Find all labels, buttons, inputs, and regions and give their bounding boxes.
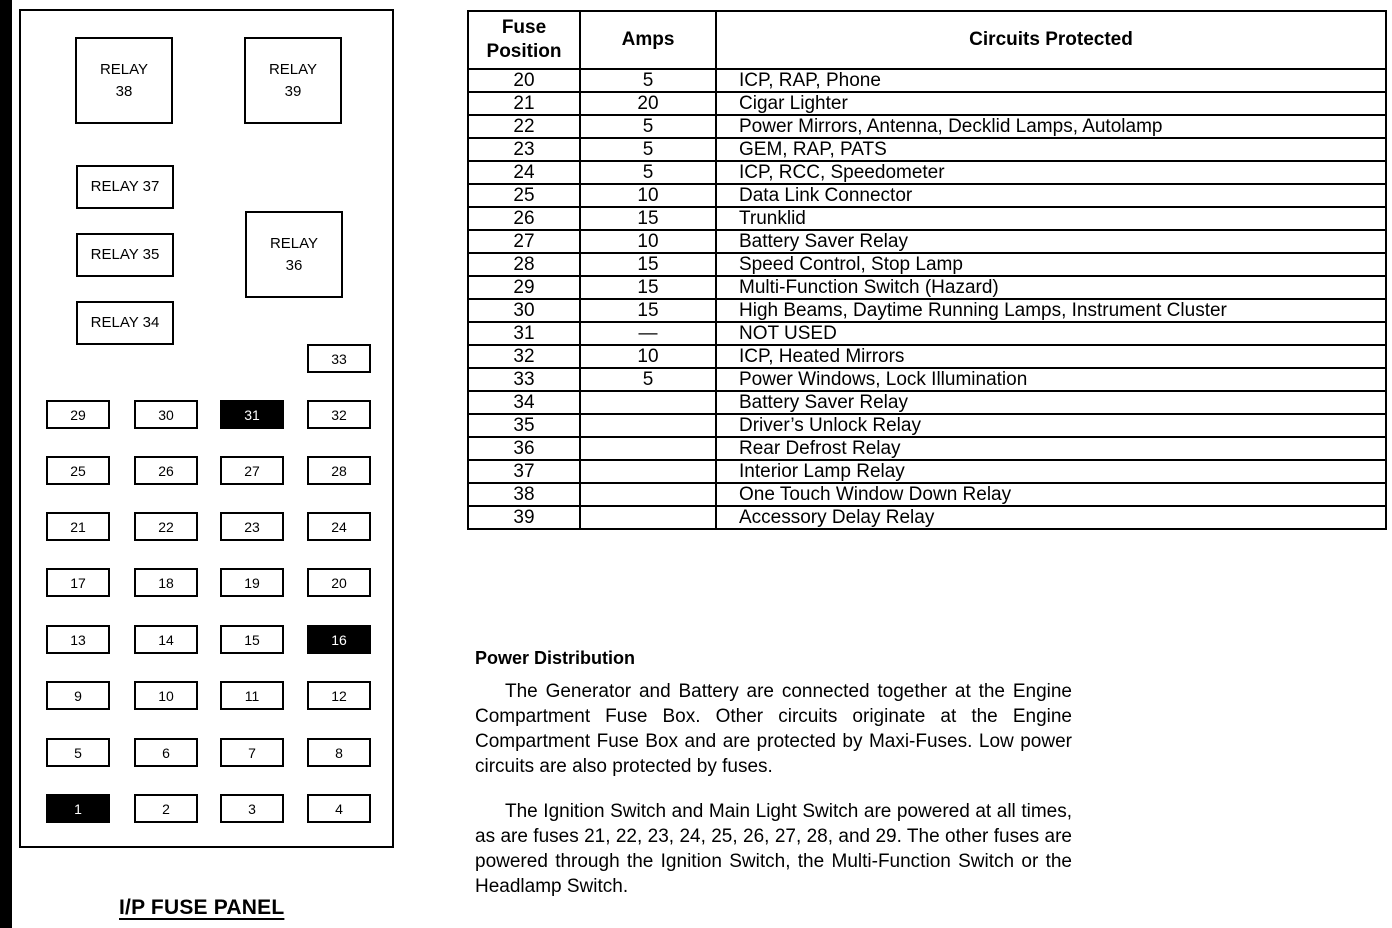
fuse-25-number: 25 [70, 462, 86, 479]
table-row [468, 138, 1386, 161]
cell-amps [580, 506, 716, 529]
fuse-1-number: 1 [74, 800, 82, 817]
fuse-9 [46, 681, 110, 710]
cell-fuse-position: 27 [468, 230, 580, 253]
relay-36 [245, 211, 343, 298]
cell-circuits: ICP, RCC, Speedometer [716, 161, 1386, 184]
fuse-4 [307, 794, 371, 823]
cell-circuits: GEM, RAP, PATS [716, 138, 1386, 161]
fuse-table-body [468, 69, 1386, 529]
fuse-16 [307, 625, 371, 654]
fuse-14 [134, 625, 198, 654]
cell-circuits: Battery Saver Relay [716, 391, 1386, 414]
relay-39-number: 39 [284, 82, 302, 100]
fuse-11 [220, 681, 284, 710]
fuse-24-number: 24 [331, 518, 347, 535]
fuse-panel-diagram [19, 9, 394, 848]
fuse-12 [307, 681, 371, 710]
relay-39 [244, 37, 342, 124]
cell-fuse-position: 38 [468, 483, 580, 506]
fuse-10-number: 10 [158, 687, 174, 704]
table-row [468, 437, 1386, 460]
cell-fuse-position: 39 [468, 506, 580, 529]
table-row [468, 276, 1386, 299]
cell-amps: — [580, 322, 716, 345]
cell-fuse-position: 24 [468, 161, 580, 184]
fuse-27 [220, 456, 284, 485]
relay-39-label: RELAY [268, 60, 318, 78]
relay-35-label: RELAY 35 [90, 246, 160, 263]
cell-fuse-position: 35 [468, 414, 580, 437]
fuse-28-number: 28 [331, 462, 347, 479]
cell-circuits: Battery Saver Relay [716, 230, 1386, 253]
fuse-7-number: 7 [248, 744, 256, 761]
cell-circuits: Data Link Connector [716, 184, 1386, 207]
relay-36-number: 36 [285, 256, 303, 274]
fuse-14-number: 14 [158, 631, 174, 648]
fuse-13 [46, 625, 110, 654]
fuse-8-number: 8 [335, 744, 343, 761]
cell-fuse-position: 30 [468, 299, 580, 322]
fuse-12-number: 12 [331, 687, 347, 704]
table-row [468, 345, 1386, 368]
table-row [468, 69, 1386, 92]
cell-fuse-position: 34 [468, 391, 580, 414]
table-row [468, 299, 1386, 322]
table-row [468, 92, 1386, 115]
cell-amps: 15 [580, 253, 716, 276]
relay-37-label: RELAY 37 [90, 178, 160, 195]
cell-fuse-position: 23 [468, 138, 580, 161]
cell-circuits: High Beams, Daytime Running Lamps, Instrument Cluster [716, 299, 1386, 322]
fuse-8 [307, 738, 371, 767]
fuse-24 [307, 512, 371, 541]
fuse-15 [220, 625, 284, 654]
fuse-13-number: 13 [70, 631, 86, 648]
fuse-11-number: 11 [244, 687, 260, 704]
fuse-28 [307, 456, 371, 485]
table-row [468, 115, 1386, 138]
cell-circuits: Cigar Lighter [716, 92, 1386, 115]
header-circuits-protected: Circuits Protected [716, 11, 1386, 69]
fuse-18-number: 18 [158, 574, 174, 591]
table-header-row [468, 11, 1386, 69]
table-row [468, 161, 1386, 184]
fuse-19 [220, 568, 284, 597]
table-row [468, 483, 1386, 506]
table-row [468, 230, 1386, 253]
fuse-20-number: 20 [331, 574, 347, 591]
panel-title: I/P FUSE PANEL [119, 896, 285, 919]
fuse-2 [134, 794, 198, 823]
cell-amps: 20 [580, 92, 716, 115]
power-distribution-paragraph-2: The Ignition Switch and Main Light Switch are powered at all times, as are fuses 21, 22, 23, 24, 25, 26, 27, 28, and 29. The other fuses are powered through the Ignition Switch, the Multi-Function Switch or the Headlamp Switch. [475, 801, 1072, 897]
power-distribution-paragraph-1: The Generator and Battery are connected together at the Engine Compartment Fuse Box. Other circuits originate at the Engine Compartment Fuse Box and are protected by Maxi-Fuses. Low power circuits are also protected by fuses. [475, 681, 1072, 777]
fuse-15-number: 15 [244, 631, 260, 648]
cell-fuse-position: 29 [468, 276, 580, 299]
cell-fuse-position: 26 [468, 207, 580, 230]
fuse-32 [307, 400, 371, 429]
fuse-6-number: 6 [162, 744, 170, 761]
cell-fuse-position: 20 [468, 69, 580, 92]
table-row [468, 253, 1386, 276]
cell-circuits: Interior Lamp Relay [716, 460, 1386, 483]
cell-circuits: Power Mirrors, Antenna, Decklid Lamps, Autolamp [716, 115, 1386, 138]
cell-amps: 5 [580, 115, 716, 138]
fuse-26-number: 26 [158, 462, 174, 479]
cell-amps: 10 [580, 184, 716, 207]
header-fuse-position-line1: Fuse [501, 17, 547, 38]
relay-36-label: RELAY [269, 234, 319, 252]
fuse-27-number: 27 [244, 462, 260, 479]
cell-amps [580, 460, 716, 483]
relay-38 [75, 37, 173, 124]
cell-circuits: ICP, Heated Mirrors [716, 345, 1386, 368]
fuse-30-number: 30 [158, 406, 174, 423]
fuse-10 [134, 681, 198, 710]
cell-amps [580, 414, 716, 437]
cell-amps: 15 [580, 299, 716, 322]
fuse-19-number: 19 [244, 574, 260, 591]
cell-circuits: Trunklid [716, 207, 1386, 230]
table-row [468, 322, 1386, 345]
cell-circuits: Power Windows, Lock Illumination [716, 368, 1386, 391]
fuse-23 [220, 512, 284, 541]
cell-fuse-position: 33 [468, 368, 580, 391]
fuse-7 [220, 738, 284, 767]
fuse-33 [307, 344, 371, 373]
fuse-29 [46, 400, 110, 429]
relay-34 [76, 301, 174, 345]
cell-amps: 15 [580, 207, 716, 230]
cell-amps [580, 437, 716, 460]
cell-circuits: Rear Defrost Relay [716, 437, 1386, 460]
header-amps: Amps [580, 11, 716, 69]
fuse-18 [134, 568, 198, 597]
fuse-6 [134, 738, 198, 767]
cell-fuse-position: 32 [468, 345, 580, 368]
cell-fuse-position: 37 [468, 460, 580, 483]
fuse-22 [134, 512, 198, 541]
fuse-4-number: 4 [335, 800, 343, 817]
fuse-22-number: 22 [158, 518, 174, 535]
cell-fuse-position: 22 [468, 115, 580, 138]
power-distribution-title: Power Distribution [475, 648, 636, 668]
scan-edge-strip [0, 0, 12, 928]
fuse-20 [307, 568, 371, 597]
fuse-1 [46, 794, 110, 823]
fuse-30 [134, 400, 198, 429]
cell-amps [580, 483, 716, 506]
fuse-9-number: 9 [74, 687, 82, 704]
table-row [468, 391, 1386, 414]
table-row [468, 184, 1386, 207]
cell-fuse-position: 31 [468, 322, 580, 345]
fuse-21 [46, 512, 110, 541]
fuse-16-number: 16 [331, 631, 347, 648]
fuse-25 [46, 456, 110, 485]
cell-circuits: One Touch Window Down Relay [716, 483, 1386, 506]
cell-fuse-position: 36 [468, 437, 580, 460]
relay-38-number: 38 [115, 82, 133, 100]
cell-circuits: Driver’s Unlock Relay [716, 414, 1386, 437]
fuse-32-number: 32 [331, 406, 347, 423]
cell-amps: 5 [580, 69, 716, 92]
cell-fuse-position: 25 [468, 184, 580, 207]
fuse-3 [220, 794, 284, 823]
cell-circuits: Accessory Delay Relay [716, 506, 1386, 529]
relay-38-label: RELAY [99, 60, 149, 78]
table-row [468, 460, 1386, 483]
fuse-5 [46, 738, 110, 767]
cell-amps: 5 [580, 138, 716, 161]
table-row [468, 506, 1386, 529]
fuse-17-number: 17 [70, 574, 86, 591]
fuse-31-number: 31 [244, 406, 260, 423]
fuse-21-number: 21 [70, 518, 86, 535]
header-fuse-position-line2: Position [486, 41, 562, 62]
cell-amps: 5 [580, 368, 716, 391]
cell-amps: 15 [580, 276, 716, 299]
cell-fuse-position: 21 [468, 92, 580, 115]
cell-amps [580, 391, 716, 414]
table-row [468, 207, 1386, 230]
cell-amps: 10 [580, 345, 716, 368]
cell-amps: 10 [580, 230, 716, 253]
fuse-table [467, 10, 1387, 530]
fuse-23-number: 23 [244, 518, 260, 535]
fuse-5-number: 5 [74, 744, 82, 761]
cell-amps: 5 [580, 161, 716, 184]
power-distribution-section [475, 648, 1072, 919]
table-row [468, 414, 1386, 437]
fuse-17 [46, 568, 110, 597]
fuse-33-number: 33 [331, 350, 347, 367]
cell-circuits: NOT USED [716, 322, 1386, 345]
relay-35 [76, 233, 174, 277]
relay-34-label: RELAY 34 [90, 314, 160, 331]
cell-fuse-position: 28 [468, 253, 580, 276]
cell-circuits: ICP, RAP, Phone [716, 69, 1386, 92]
table-row [468, 368, 1386, 391]
fuse-29-number: 29 [70, 406, 86, 423]
header-fuse-position [468, 11, 580, 69]
cell-circuits: Multi-Function Switch (Hazard) [716, 276, 1386, 299]
fuse-2-number: 2 [162, 800, 170, 817]
cell-circuits: Speed Control, Stop Lamp [716, 253, 1386, 276]
relay-37 [76, 165, 174, 209]
fuse-26 [134, 456, 198, 485]
fuse-3-number: 3 [248, 800, 256, 817]
fuse-31 [220, 400, 284, 429]
